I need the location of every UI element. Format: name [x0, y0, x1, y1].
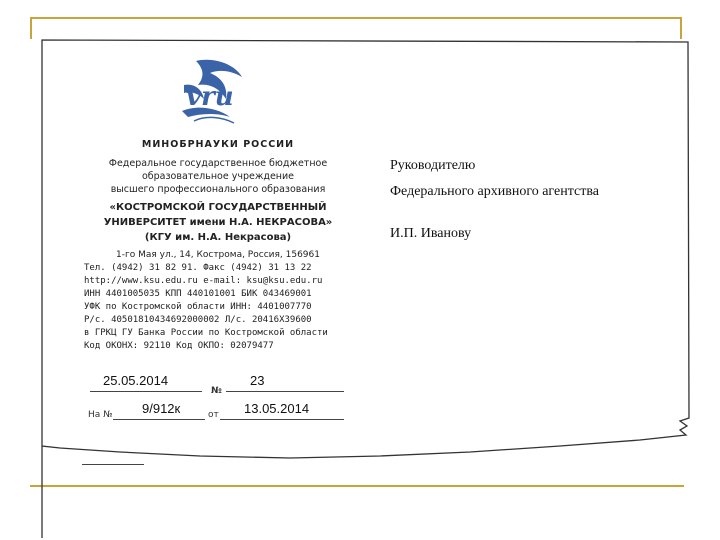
bank-name: в ГРКЦ ГУ Банка России по Костромской области — [84, 328, 328, 338]
addressee-title: Руководителю — [390, 158, 476, 173]
slide-frame-top — [30, 17, 682, 39]
letterhead — [78, 139, 358, 353]
signature-line — [82, 464, 144, 465]
addressee-agency: Федерального архивного агентства — [390, 184, 599, 199]
svg-text:vru: vru — [186, 82, 234, 112]
addressee-block — [390, 153, 599, 247]
university-short-name: (КГУ им. Н.А. Некрасова) — [144, 232, 292, 243]
reference-number: 9/912к — [142, 401, 181, 416]
institution-type-line: высшего профессионального образования — [110, 184, 326, 195]
web-email: http://www.ksu.edu.ru e-mail: ksu@ksu.edu.ru — [84, 276, 323, 286]
university-name-line: УНИВЕРСИТЕТ имени Н.А. НЕКРАСОВА» — [103, 217, 333, 228]
reference-label: На № — [88, 410, 113, 420]
institution-type-line: Федеральное государственное бюджетное — [108, 158, 328, 169]
institution-type-line: образовательное учреждение — [141, 171, 295, 182]
bank-account: Р/с. 40501810434692000002 Л/с. 20416Х39600 — [84, 315, 312, 325]
reference-date-underline — [220, 419, 344, 420]
from-label: от — [208, 410, 219, 420]
reference-underline — [113, 419, 205, 420]
outgoing-number: 23 — [250, 373, 265, 388]
okonh-okpo-codes: Код ОКОНХ: 92110 Код ОКПО: 02079477 — [84, 341, 274, 351]
postal-address: 1-го Мая ул., 14, Кострома, Россия, 156961 — [116, 250, 320, 260]
addressee-name: И.П. Иванову — [390, 226, 472, 241]
ministry-name: МИНОБРНАУКИ РОССИИ — [141, 139, 295, 150]
number-label: № — [211, 386, 222, 396]
ufk-line: УФК по Костромской области ИНН: 4401007770 — [84, 302, 312, 312]
date-number-underline — [90, 391, 202, 392]
number-underline — [226, 391, 344, 392]
reference-date: 13.05.2014 — [244, 401, 310, 416]
phone-fax: Тел. (4942) 31 82 91. Факс (4942) 31 13 22 — [84, 263, 312, 273]
outgoing-date: 25.05.2014 — [103, 373, 169, 388]
university-name-line: «КОСТРОМСКОЙ ГОСУДАРСТВЕННЫЙ — [109, 202, 327, 213]
university-logo-icon — [176, 55, 250, 125]
inn-kpp-bik: ИНН 4401005035 КПП 440101001 БИК 043469001 — [84, 289, 312, 299]
